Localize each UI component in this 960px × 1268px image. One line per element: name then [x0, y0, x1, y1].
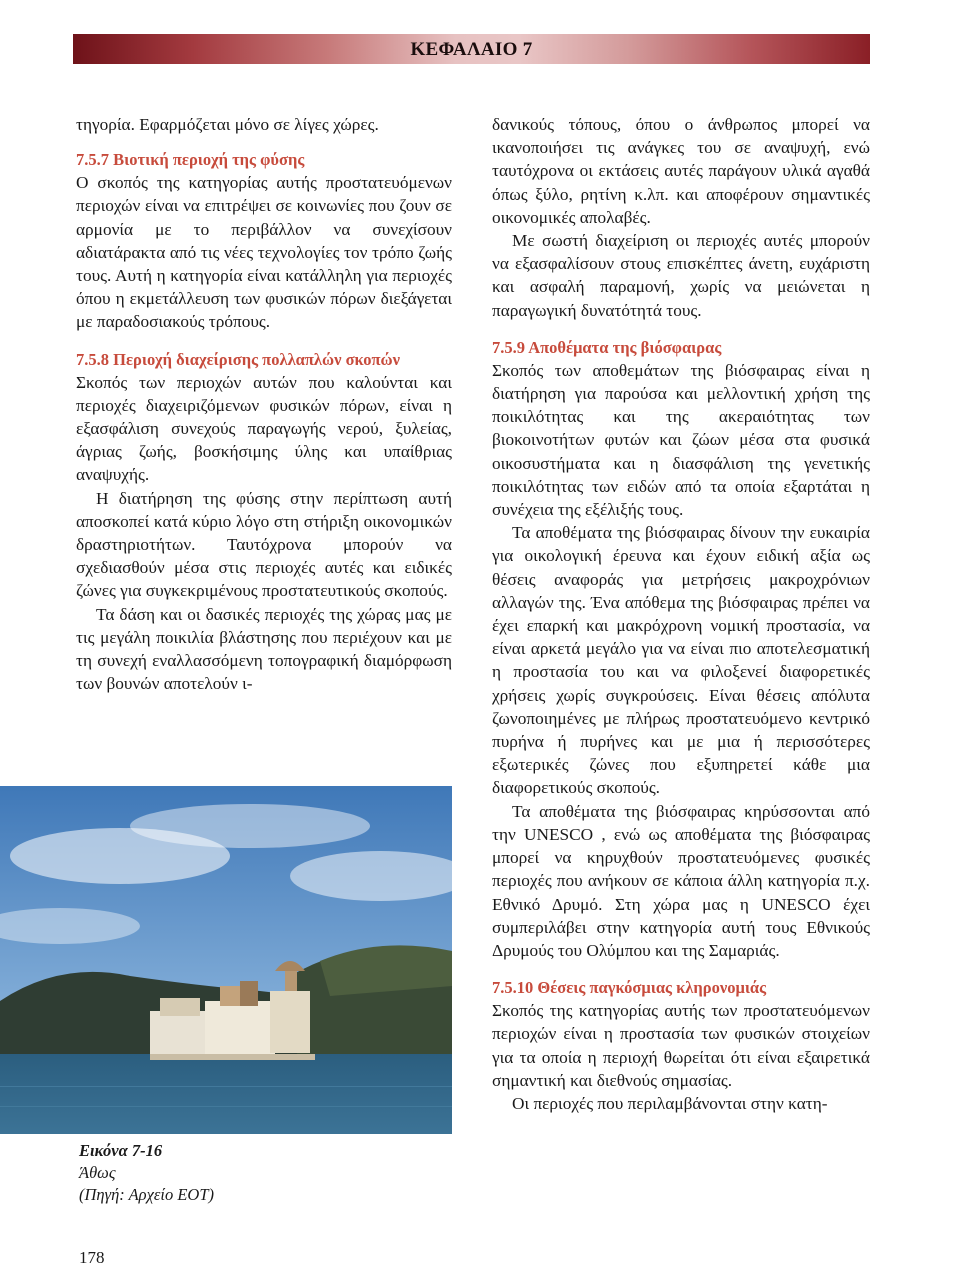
paragraph: Οι περιοχές που περιλαμβάνονται στην κατη- — [512, 1093, 828, 1113]
paragraph: Σκοπός της κατηγορίας αυτής των προστατευόμενων περιοχών είναι η προστασία των φυσικών στοιχείων για τα οποία η περιοχή θωρείται ότι είναι εξαιρετικά σημαντική και διεθνούς σημασίας. — [492, 1001, 870, 1090]
paragraph: Τα αποθέματα της βιόσφαιρας δίνουν την ευκαιρία για οικολογική έρευνα και έχουν ειδική αξία ως θέσεις αναφοράς για μετρήσεις μακροχρόνιων αλλαγών της. Ένα απόθεμα της βιόσφαιρας πρέπει να έχει επαρκή και μακρόχρονη νομική προστασία, να είναι αρκετά μεγάλο για να είναι πιο αποτελεσματική η προστασία του και να φιλοξενεί διαφορετικές χρήσεις χωρίς συγκρούσεις. Είναι θέσεις απόλυτα ζωνοποιημένες με πλήρως προστατευόμενο κεντρικό πυρήνα ή πυρήνες και με μια ή περισσότερες εξωτερικές ζώνες που εξυπηρετεί κάθε μια διαφορετικούς σκοπούς. — [492, 523, 870, 798]
figure-title: Άθως — [79, 1163, 116, 1182]
section-heading-7-5-10: 7.5.10 Θέσεις παγκόσμιας κληρονομιάς — [492, 978, 767, 998]
figure-caption — [79, 1140, 214, 1206]
paragraph: δανικούς τόπους, όπου ο άνθρωπος μπορεί να ικανοποιήσει τις ανάγκες του σε αναψυχή, ενώ ταυτόχρονα οι εκτάσεις αυτές παράγουν υλικά αγαθά όπως ξύλο, ρητίνη κ.λπ. και αποφέρουν σημαντικές οικονομικές απολαβές. — [492, 115, 870, 227]
section-heading-7-5-8: 7.5.8 Περιοχή διαχείρισης πολλαπλών σκοπών — [76, 349, 400, 369]
paragraph: Τα αποθέματα της βιόσφαιρας κηρύσσονται από την UNESCO , ενώ ως αποθέματα της βιόσφαιρας μπορεί να κηρυχθούν προστατευόμενες φυσικές περιοχές που ανήκουν σε κάποια άλλη κατηγορία π.χ. Εθνικό Δρυμό. Στη χώρα μας η UNESCO έχει συμπεριλάβει στην κατηγορία αυτή τους Εθνικούς Δρυμούς του Ολύμπου και της Σαμαριάς. — [492, 801, 870, 960]
figure-source: (Πηγή: Αρχείο ΕΟΤ) — [79, 1185, 214, 1204]
paragraph: Σκοπός των περιοχών αυτών που καλούνται και περιοχές διαχειριζόμενων φυσικών πόρων, είναι η εξασφάλιση συνεχούς παραγωγής νερού, ξυλείας, άγριας ζωής, βοσκήσιμης ύλης και υπαίθριας αναψυχής. — [76, 372, 452, 485]
right-column — [492, 113, 870, 1115]
paragraph: Ο σκοπός της κατηγορίας αυτής προστατευόμενων περιοχών είναι να επιτρέψει σε κοινωνίες που ζουν σε αρμονία με το περιβάλλον να συνεχίσουν αδιατάρακτα από τις νέες τεχνολογίες τον τρόπο ζωής τους. Αυτή η κατηγορία είναι κατάλληλη για περιοχές όπου η εκμετάλλευση των φυσικών πόρων διεξάγεται με παραδοσιακούς τρόπους. — [76, 173, 452, 332]
section-heading-7-5-7: 7.5.7 Βιοτική περιοχή της φύσης — [76, 150, 305, 170]
paragraph: Τα δάση και οι δασικές περιοχές της χώρας μας με τις μεγάλη ποικιλία βλάστησης που περιέχουν και με τη συνεχή εναλλασσόμενη τοπογραφική διαμόρφωση των βουνών αποτελούν ι- — [76, 604, 452, 694]
figure-label: Εικόνα 7-16 — [79, 1141, 163, 1160]
athos-photo — [0, 786, 452, 1134]
paragraph: Σκοπός των αποθεμάτων της βιόσφαιρας είναι η διατήρηση για παρούσα και μελλοντική χρήση της ποικιλότητας και της ακεραιότητας των βιοκοινοτήτων φυτών και ζώων μέσα στα φυσικά οικοσυστήματα και η διασφάλιση της γενετικής ποικιλότητας των ειδών από τα οποία εξαρτάται η συνέχεια της εξέλιξής τους. — [492, 360, 870, 520]
page-number: 178 — [79, 1248, 105, 1267]
paragraph: τηγορία. Εφαρμόζεται μόνο σε λίγες χώρες. — [76, 115, 379, 134]
chapter-title: ΚΕΦΑΛΑΙΟ 7 — [410, 39, 533, 60]
chapter-header-bar — [73, 34, 870, 64]
athos-photo-graphic — [0, 786, 452, 1134]
left-column — [76, 113, 452, 695]
paragraph: Η διατήρηση της φύσης στην περίπτωση αυτή αποσκοπεί κατά κύριο λόγο στη στήριξη οικονομικών δραστηριοτήτων. Ταυτόχρονα μπορούν να σχεδιασθούν μέσα στις περιοχές αυτές και ειδικές ζώνες για συγκεκριμένους προστατευτικούς σκοπούς. — [76, 488, 452, 601]
section-heading-7-5-9: 7.5.9 Αποθέματα της βιόσφαιρας — [492, 337, 722, 357]
paragraph: Με σωστή διαχείριση οι περιοχές αυτές μπορούν να εξασφαλίσουν στους επισκέπτες άνετη, ευχάριστη και ασφαλή παραμονή, χωρίς να μειώνεται η παραγωγική δυνατότητά τους. — [492, 231, 870, 320]
